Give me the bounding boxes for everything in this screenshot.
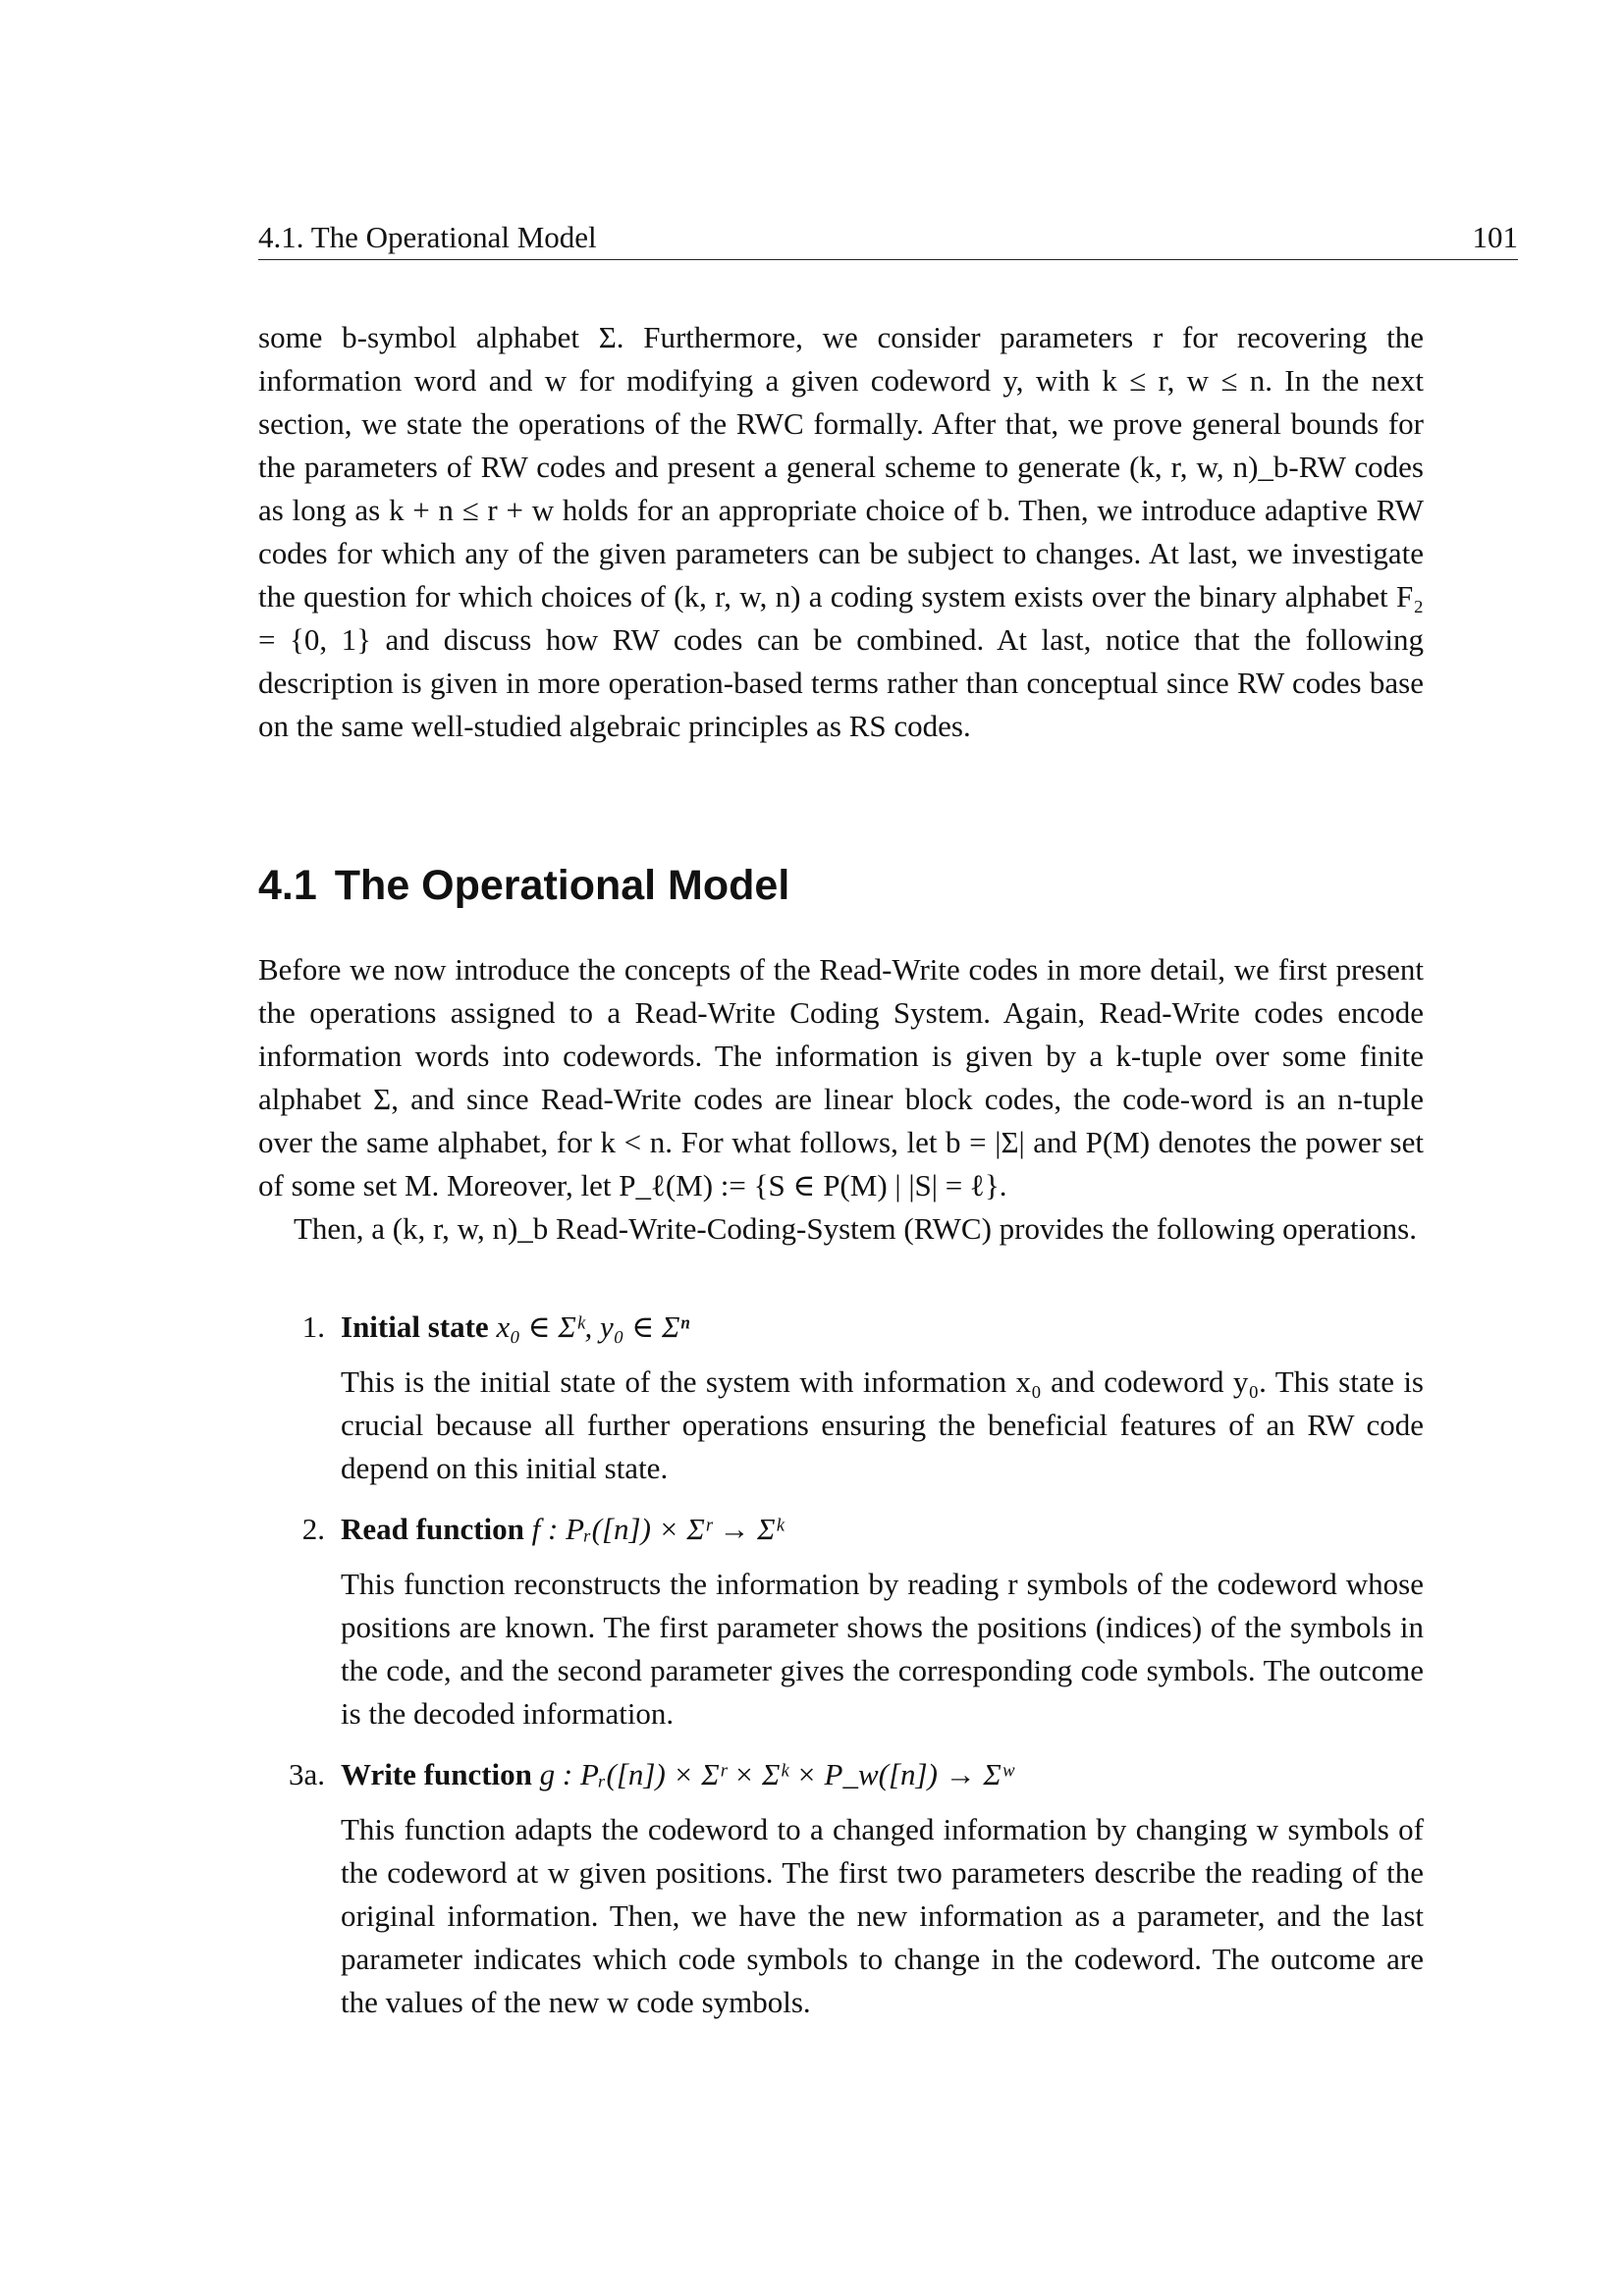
operation-description: This function reconstructs the information by reading r symbols of the codeword whose positions are known. The first parameter shows the positions (indices) of the symbols in the code, and the second parameter gives the corresponding code symbols. The outcome is the decoded information. [341,1567,1424,1731]
operation-number: 2. [301,1512,325,1546]
operation-name: Initial state [341,1309,489,1344]
operations-list [258,1306,1424,2042]
operation-heading [341,1753,1424,1796]
section-number: 4.1 [258,862,317,909]
section-title: The Operational Model [334,862,790,909]
operation-name: Write function [341,1757,532,1791]
operation-formula: x₀ ∈ Σᵏ, y₀ ∈ Σⁿ [496,1309,690,1344]
operation-heading [341,1306,1424,1349]
running-header [258,216,1518,260]
page-number: 101 [1472,220,1518,254]
operation-number: 3a. [288,1757,325,1791]
operation-heading [341,1508,1424,1551]
operation-description: This is the initial state of the system with information x₀ and codeword y₀. This state is crucial because all further operations ensuring the beneficial features of an RW code depend on this initial state. [341,1364,1424,1485]
operation-name: Read function [341,1512,524,1546]
operation-description: This function adapts the codeword to a changed information by changing w symbols of the codeword at w given positions. The first two parameters describe the reading of the original information. Then, we have the new information as a parameter, and the last parameter indicates which code symbols to change in the codeword. The outcome are the values of the new w code symbols. [341,1812,1424,2019]
operation-item [258,1753,1424,2024]
section-heading [258,858,789,913]
operation-item [258,1306,1424,1490]
operation-item [258,1508,1424,1735]
body-paragraph-2: Then, a (k, r, w, n)_b Read-Write-Coding-System (RWC) provides the following operations. [294,1211,1417,1246]
running-header-title: 4.1. The Operational Model [258,220,597,254]
operation-formula: g : Pᵣ([n]) × Σʳ × Σᵏ × P_w([n]) → Σʷ [539,1757,1013,1791]
body-paragraph-1: Before we now introduce the concepts of the Read-Write codes in more detail, we first present the operations assigned to a Read-Write Coding System. Again, Read-Write codes encode information words into codewords. The information is given by a k-tuple over some finite alphabet Σ, and since Read-Write codes are linear block codes, the code-word is an n-tuple over the same alphabet, for k < n. For what follows, let b = |Σ| and P(M) denotes the power set of some set M. Moreover, let P_ℓ(M) := {S ∈ P(M) | |S| = ℓ}. [258,952,1424,1202]
intro-paragraph: some b-symbol alphabet Σ. Furthermore, we consider parameters r for recovering the information word and w for modifying a given codeword y, with k ≤ r, w ≤ n. In the next section, we state the operations of the RWC formally. After that, we prove general bounds for the parameters of RW codes and present a general scheme to generate (k, r, w, n)_b-RW codes as long as k + n ≤ r + w holds for an appropriate choice of b. Then, we introduce adaptive RW codes for which any of the given parameters can be subject to changes. At last, we investigate the question for which choices of (k, r, w, n) a coding system exists over the binary alphabet F₂ = {0, 1} and discuss how RW codes can be combined. At last, notice that the following description is given in more operation-based terms rather than conceptual since RW codes base on the same well-studied algebraic principles as RS codes. [258,320,1424,743]
operation-formula: f : Pᵣ([n]) × Σʳ → Σᵏ [531,1512,785,1546]
operation-number: 1. [301,1309,325,1344]
